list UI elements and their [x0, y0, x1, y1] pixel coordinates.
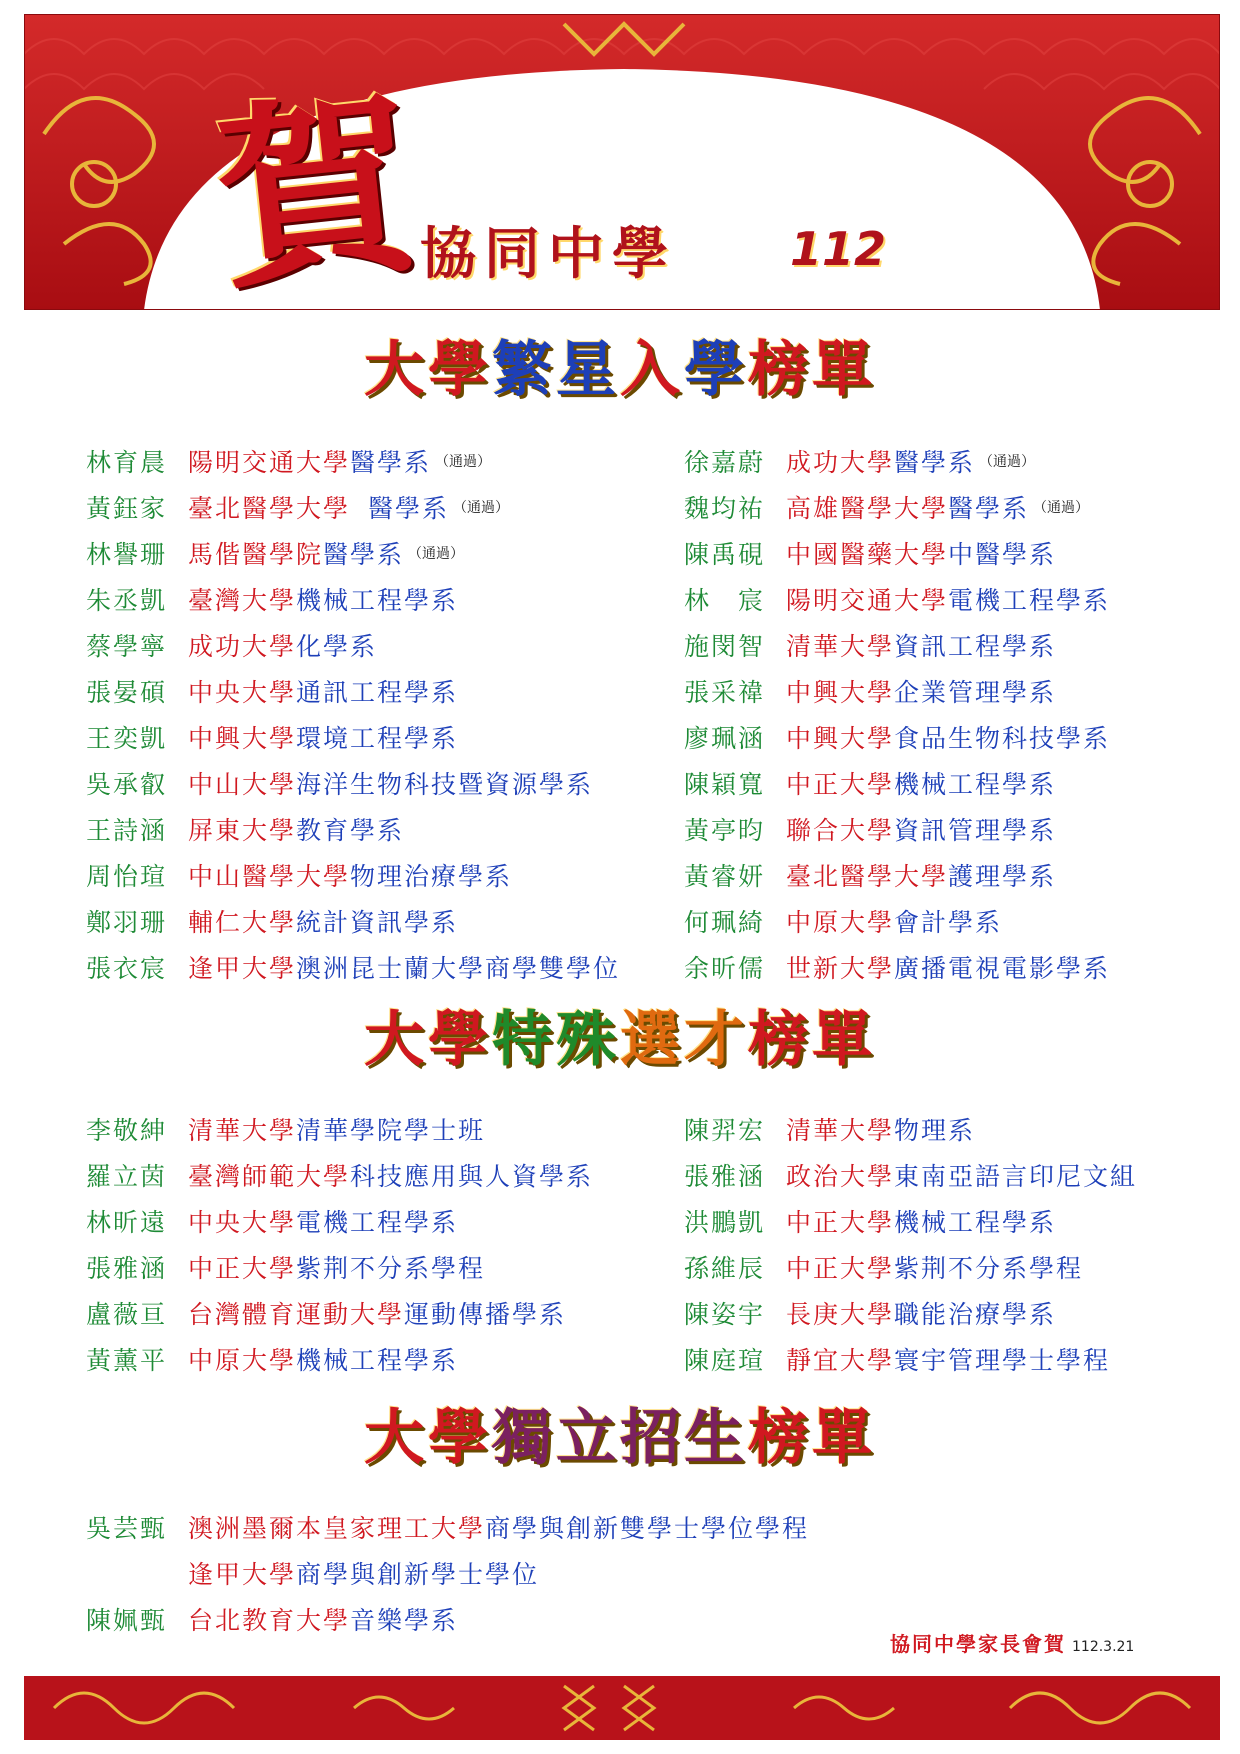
list-item — [86, 1550, 986, 1596]
department: 企業管理學系 — [894, 678, 1057, 707]
student-name: 王奕凱 — [86, 724, 168, 753]
department: 商學與創新雙學士學位學程 — [485, 1514, 810, 1543]
student-name: 陳禹硯 — [684, 540, 766, 569]
department: 化學系 — [296, 632, 378, 661]
list-item — [86, 714, 646, 760]
university: 中山大學 — [188, 770, 297, 799]
university: 清華大學 — [188, 1116, 297, 1145]
stars-left-column — [86, 438, 646, 990]
list-item — [684, 484, 1240, 530]
student-name: 魏均祐 — [684, 494, 766, 523]
student-name: 張雅涵 — [684, 1162, 766, 1191]
list-item — [684, 852, 1240, 898]
congrats-character: 賀 — [206, 68, 426, 318]
student-name: 張采禕 — [684, 678, 766, 707]
university: 世新大學 — [786, 954, 895, 983]
list-item — [86, 898, 646, 944]
department: 醫學系 — [323, 540, 405, 569]
student-name: 黃薰平 — [86, 1346, 168, 1375]
university: 陽明交通大學 — [188, 448, 351, 477]
department: 醫學系 — [894, 448, 976, 477]
department: 電機工程學系 — [948, 586, 1111, 615]
student-name: 張晏碩 — [86, 678, 168, 707]
department: 紫荆不分系學程 — [894, 1254, 1084, 1283]
student-name: 林譽珊 — [86, 540, 168, 569]
student-name: 陳穎寬 — [684, 770, 766, 799]
title-char: 特殊 — [492, 1005, 620, 1075]
university: 中央大學 — [188, 1208, 297, 1237]
list-item — [86, 1290, 646, 1336]
title-char: 大學 — [364, 335, 492, 405]
footer-date: 112.3.21 — [1072, 1639, 1135, 1655]
university: 中央大學 — [188, 678, 297, 707]
university: 馬偕醫學院 — [188, 540, 324, 569]
stars-right-column — [684, 438, 1240, 990]
student-name: 陳姿宇 — [684, 1300, 766, 1329]
university: 台灣體育運動大學 — [188, 1300, 405, 1329]
department: 物理治療學系 — [350, 862, 513, 891]
university: 陽明交通大學 — [786, 586, 949, 615]
department: 清華學院學士班 — [296, 1116, 486, 1145]
list-item — [86, 576, 646, 622]
student-name: 吳芸甄 — [86, 1514, 168, 1543]
title-char: 選才 — [620, 1005, 748, 1075]
university: 臺北醫學大學 — [188, 494, 351, 523]
list-item — [684, 1244, 1240, 1290]
title-char: 招生 — [620, 1403, 748, 1473]
department: 統計資訊學系 — [296, 908, 459, 937]
university: 中正大學 — [786, 1208, 895, 1237]
department: 機械工程學系 — [894, 1208, 1057, 1237]
student-name: 陳姵甄 — [86, 1606, 168, 1635]
list-item — [684, 622, 1240, 668]
title-char: 榜單 — [748, 1005, 876, 1075]
department: 資訊工程學系 — [894, 632, 1057, 661]
department: 機械工程學系 — [894, 770, 1057, 799]
title-char: 學 — [684, 335, 748, 405]
list-item — [86, 1504, 986, 1550]
section-title-special — [0, 1005, 1240, 1075]
university: 中正大學 — [188, 1254, 297, 1283]
bottom-banner — [24, 1676, 1220, 1740]
department: 東南亞語言印尼文組 — [894, 1162, 1138, 1191]
student-name: 余昕儒 — [684, 954, 766, 983]
department: 商學與創新學士學位 — [296, 1560, 540, 1589]
student-name: 盧薇亘 — [86, 1300, 168, 1329]
university: 中興大學 — [188, 724, 297, 753]
university: 臺灣大學 — [188, 586, 297, 615]
list-item — [684, 898, 1240, 944]
list-item — [684, 1290, 1240, 1336]
department: 食品生物科技學系 — [894, 724, 1111, 753]
student-name: 周怡瑄 — [86, 862, 168, 891]
university: 逢甲大學 — [188, 1560, 297, 1589]
footer-text: 協同中學家長會賀 — [890, 1632, 1066, 1656]
department: 醫學系 — [350, 448, 432, 477]
title-char: 入 — [620, 335, 684, 405]
student-name: 朱丞凱 — [86, 586, 168, 615]
university: 中國醫藥大學 — [786, 540, 949, 569]
student-name: 徐嘉蔚 — [684, 448, 766, 477]
list-item — [684, 1152, 1240, 1198]
department: 海洋生物科技暨資源學系 — [296, 770, 594, 799]
department: 資訊管理學系 — [894, 816, 1057, 845]
university: 政治大學 — [786, 1162, 895, 1191]
university: 長庚大學 — [786, 1300, 895, 1329]
university: 輔仁大學 — [188, 908, 297, 937]
list-item — [86, 944, 646, 990]
department: 會計學系 — [894, 908, 1003, 937]
list-item — [86, 1244, 646, 1290]
student-name: 廖珮涵 — [684, 724, 766, 753]
list-item — [684, 760, 1240, 806]
department: 教育學系 — [296, 816, 405, 845]
list-item — [684, 576, 1240, 622]
special-right-column — [684, 1106, 1240, 1382]
title-char: 獨立 — [492, 1403, 620, 1473]
university: 臺北醫學大學 — [786, 862, 949, 891]
student-name: 施閔智 — [684, 632, 766, 661]
department: 通訊工程學系 — [296, 678, 459, 707]
university: 臺灣師範大學 — [188, 1162, 351, 1191]
section-title-stars — [0, 335, 1240, 405]
list-item — [86, 1596, 986, 1642]
student-name: 蔡學寧 — [86, 632, 168, 661]
student-name: 陳羿宏 — [684, 1116, 766, 1145]
university: 清華大學 — [786, 632, 895, 661]
university: 中原大學 — [188, 1346, 297, 1375]
note: （通過） — [435, 454, 492, 470]
student-name: 孫維辰 — [684, 1254, 766, 1283]
department: 澳洲昆士蘭大學商學雙學位 — [296, 954, 621, 983]
list-item — [86, 438, 646, 484]
student-name: 李敬紳 — [86, 1116, 168, 1145]
list-item — [86, 622, 646, 668]
list-item — [684, 1336, 1240, 1382]
university: 中正大學 — [786, 1254, 895, 1283]
department: 物理系 — [894, 1116, 976, 1145]
student-name: 林昕遠 — [86, 1208, 168, 1237]
list-item — [86, 1152, 646, 1198]
list-item — [86, 852, 646, 898]
university: 中原大學 — [786, 908, 895, 937]
student-name: 羅立茵 — [86, 1162, 168, 1191]
university: 高雄醫學大學 — [786, 494, 949, 523]
list-item — [684, 1106, 1240, 1152]
student-name: 吳承叡 — [86, 770, 168, 799]
student-name: 張衣宸 — [86, 954, 168, 983]
list-item — [684, 438, 1240, 484]
department: 電機工程學系 — [296, 1208, 459, 1237]
student-name: 林 宸 — [684, 586, 766, 615]
list-item — [684, 944, 1240, 990]
student-name: 張雅涵 — [86, 1254, 168, 1283]
department: 中醫學系 — [948, 540, 1057, 569]
title-char: 榜單 — [748, 335, 876, 405]
student-name: 黃睿妍 — [684, 862, 766, 891]
list-item — [684, 1198, 1240, 1244]
department: 醫學系 — [948, 494, 1030, 523]
university: 屏東大學 — [188, 816, 297, 845]
department: 機械工程學系 — [296, 1346, 459, 1375]
university: 中山醫學大學 — [188, 862, 351, 891]
title-char: 大學 — [364, 1403, 492, 1473]
section-title-independent — [0, 1403, 1240, 1473]
list-item — [86, 668, 646, 714]
student-name: 林育晨 — [86, 448, 168, 477]
department: 機械工程學系 — [296, 586, 459, 615]
title-char: 繁星 — [492, 335, 620, 405]
university: 清華大學 — [786, 1116, 895, 1145]
title-char: 榜單 — [748, 1403, 876, 1473]
university: 逢甲大學 — [188, 954, 297, 983]
department: 音樂學系 — [350, 1606, 459, 1635]
student-name: 鄭羽珊 — [86, 908, 168, 937]
department: 科技應用與人資學系 — [350, 1162, 594, 1191]
university: 聯合大學 — [786, 816, 895, 845]
list-item — [86, 760, 646, 806]
department: 職能治療學系 — [894, 1300, 1057, 1329]
student-name: 陳庭瑄 — [684, 1346, 766, 1375]
list-item — [684, 530, 1240, 576]
note: （通過） — [453, 500, 510, 516]
independent-column — [86, 1504, 986, 1642]
university: 成功大學 — [188, 632, 297, 661]
university: 中興大學 — [786, 678, 895, 707]
university: 成功大學 — [786, 448, 895, 477]
note: （通過） — [408, 546, 465, 562]
title-char: 大學 — [364, 1005, 492, 1075]
list-item — [86, 1198, 646, 1244]
student-name: 黃亭昀 — [684, 816, 766, 845]
footer-signature — [890, 1628, 1134, 1657]
note: （通過） — [979, 454, 1036, 470]
department: 醫學系 — [368, 494, 450, 523]
department: 寰宇管理學士學程 — [894, 1346, 1111, 1375]
university: 中正大學 — [786, 770, 895, 799]
student-name: 何珮綺 — [684, 908, 766, 937]
student-name: 王詩涵 — [86, 816, 168, 845]
list-item — [86, 1336, 646, 1382]
department: 紫荆不分系學程 — [296, 1254, 486, 1283]
list-item — [86, 484, 646, 530]
student-name: 黃鈺家 — [86, 494, 168, 523]
student-name: 洪鵬凱 — [684, 1208, 766, 1237]
department: 運動傳播學系 — [404, 1300, 567, 1329]
department: 環境工程學系 — [296, 724, 459, 753]
list-item — [86, 530, 646, 576]
list-item — [86, 1106, 646, 1152]
department: 廣播電視電影學系 — [894, 954, 1111, 983]
university: 靜宜大學 — [786, 1346, 895, 1375]
department: 護理學系 — [948, 862, 1057, 891]
note: （通過） — [1033, 500, 1090, 516]
list-item — [684, 714, 1240, 760]
university: 澳洲墨爾本皇家理工大學 — [188, 1514, 486, 1543]
year-label: 112 — [790, 222, 887, 276]
university: 台北教育大學 — [188, 1606, 351, 1635]
special-left-column — [86, 1106, 646, 1382]
list-item — [86, 806, 646, 852]
university: 中興大學 — [786, 724, 895, 753]
list-item — [684, 806, 1240, 852]
list-item — [684, 668, 1240, 714]
school-name: 協同中學 — [420, 221, 676, 287]
